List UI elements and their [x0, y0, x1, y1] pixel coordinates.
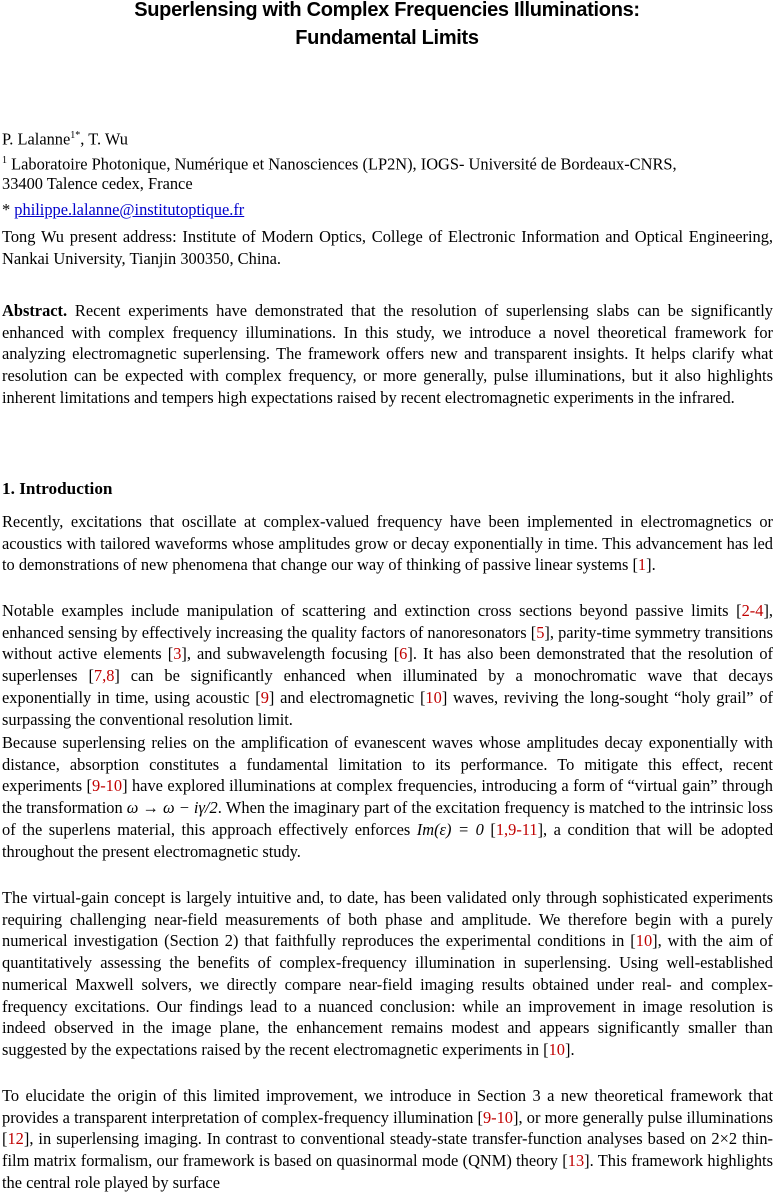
citation-link[interactable]: 12 [7, 1129, 24, 1149]
present-address: Tong Wu present address: Institute of Modern Optics, College of Electronic Information and Optical Engineering, Nankai University, Tianjin 300350, China. [2, 227, 773, 268]
affiliation-line-2: 33400 Talence cedex, France [2, 174, 193, 193]
citation-link[interactable]: 5 [536, 622, 545, 642]
citation-link[interactable]: 2-4 [741, 601, 764, 620]
citation-link[interactable]: 10 [548, 1039, 565, 1059]
affiliation-line-1 [2, 151, 774, 174]
email-star: * [2, 200, 15, 219]
affiliation-text: Laboratoire Photonique, Numérique et Nanosciences (LP2N), IOGS- Université de Bordeaux-CNRS, [11, 154, 677, 174]
title-line-2: Fundamental Limits [295, 27, 479, 49]
abstract-text: Recent experiments have demonstrated that the resolution of superlensing slabs can be significantly enhanced with complex frequency illuminations. In this study, we introduce a novel theoretical framework for analyzing electromagnetic superlensing. The framework offers new and transparent insights. It helps clarify what resolution can be expected with complex frequency, or more generally, pulse illuminations, but it also highlights inherent limitations and tempers high expectations raised by recent electromagnetic experiments in the infrared. [2, 301, 773, 407]
citation-link[interactable]: 7,8 [93, 666, 115, 686]
author-separator: , [80, 129, 89, 149]
equation-im-epsilon: Im(ε) = 0 [416, 819, 484, 839]
intro-paragraph-3: Because superlensing relies on the amplification of evanescent waves whose amplitudes decay exponentially with distance, absorption constitutes a fundamental limitation to its performance. To mitigate this effect, recent experiments [9-10] have explored illuminations at complex frequencies, introducing a form of “virtual gain” through the transformation ω → ω − iγ/2. When the imaginary part of the excitation frequency is matched to the intrinsic loss of the superlens material, this approach effectively enforces Im(ε) = 0 [1,9-11], a condition that will be adopted throughout the present electromagnetic study. [2, 733, 774, 861]
intro-paragraph-4: The virtual-gain concept is largely intuitive and, to date, has been validated only through sophisticated experiments requiring challenging near-field measurements of both phase and amplitude. We therefore begin with a purely numerical investigation (Section 2) that faithfully reproduces the experimental conditions in [10], with the aim of quantitatively assessing the benefits of complex-frequency illumination in superlensing. Using well-established numerical Maxwell solvers, we directly compare near-field imaging results obtained under real- and complex-frequency excitations. Our findings lead to a nuanced conclusion: while an improvement in image resolution is indeed observed in the image plane, the enhancement remains modest and appears significantly smaller than suggested by the expectations raised by the recent electromagnetic experiments in [10]. [2, 888, 774, 1059]
citation-link[interactable]: 9-10 [482, 1107, 513, 1127]
citation-link[interactable]: 6 [399, 644, 408, 664]
author-1-affiliation-mark: 1* [70, 130, 81, 141]
intro-paragraph-1: Recently, excitations that oscillate at complex-valued frequency have been implemented in electromagnetics or acoustics with tailored waveforms whose amplitudes grow or decay exponentially in time. This advancement has led to demonstrations of new phenomena that change our way of thinking of passive linear systems [1]. [2, 512, 773, 575]
paper-title [0, 0, 774, 52]
citation-link[interactable]: 10 [425, 687, 442, 707]
equation-frequency-shift: ω → ω − iγ/2 [126, 798, 218, 818]
citation-link[interactable]: 3 [173, 644, 182, 664]
email-link[interactable]: philippe.lalanne@institutoptique.fr [14, 200, 245, 219]
intro-paragraph-2: Notable examples include manipulation of scattering and extinction cross sections beyond passive limits [2-4], enhanced sensing by effectively increasing the quality factors of nanoresonators [5], parity-time symmetry transitions without active elements [3], and subwavelength focusing [6]. It has also been demonstrated that the resolution of superlenses [7,8] can be significantly enhanced when illuminated by a monochromatic wave that decays exponentially in time, using acoustic [9] and electromagnetic [10] waves, reviving the long-sought “holy grail” of surpassing the conventional resolution limit. [2, 601, 773, 729]
citation-link[interactable]: 9 [260, 687, 269, 707]
citation-link[interactable]: 10 [635, 931, 653, 951]
intro-paragraph-5: To elucidate the origin of this limited improvement, we introduce in Section 3 a new theoretical framework that provides a transparent interpretation of complex-frequency illumination [9-10], or more generally pulse illuminations [12], in superlensing imaging. In contrast to conventional steady-state transfer-function analyses based on 2×2 thin-film matrix formalism, our framework is based on quasinormal mode (QNM) theory [13]. This framework highlights the central role played by surface [2, 1086, 773, 1192]
author-list [2, 126, 774, 149]
abstract [2, 300, 773, 409]
abstract-label: Abstract. [2, 301, 68, 320]
section-heading-introduction: 1. Introduction [2, 479, 113, 498]
citation-link[interactable]: 1,9-11 [495, 819, 538, 839]
citation-link[interactable]: 1 [637, 555, 647, 575]
corresponding-email [2, 200, 774, 220]
citation-link[interactable]: 13 [567, 1151, 585, 1171]
title-line-1: Superlensing with Complex Frequencies Illuminations: [134, 0, 640, 21]
author-1: P. Lalanne [2, 129, 71, 149]
citation-link[interactable]: 9-10 [92, 776, 123, 796]
affiliation-mark: 1 [2, 155, 7, 166]
author-2: T. Wu [88, 129, 128, 149]
